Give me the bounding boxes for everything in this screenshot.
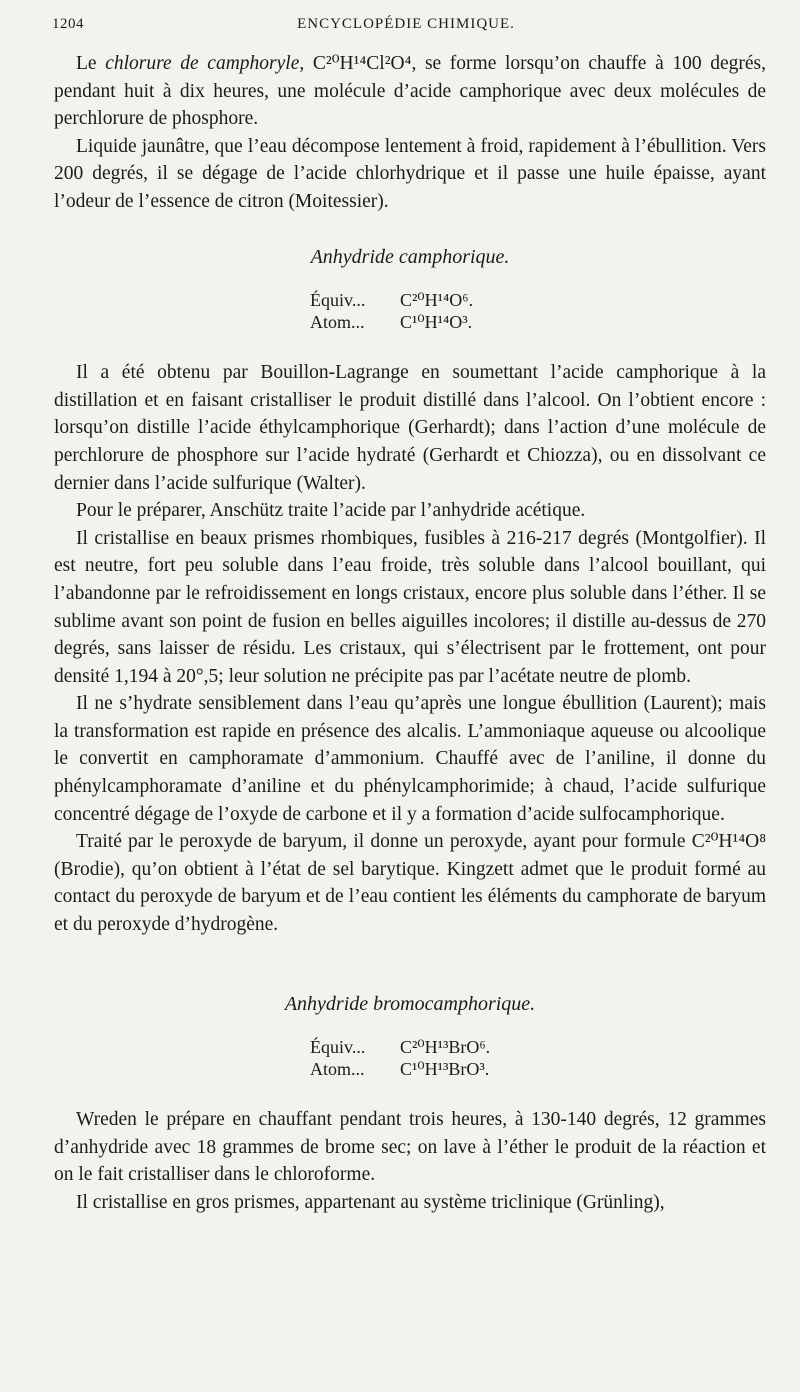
- paragraph: Il a été obtenu par Bouillon-Lagrange en soumettant l’acide camphorique à la distillation et en faisant cristalliser le produit distillé dans l’alcool. On l’obtient encore : lorsqu’on distille l’acide éthylcamphorique (Gerhardt); dans l’action d’une molécule de perchlorure de phosphore sur l’acide hydraté (Gerhardt et Chiozza), ou en dissolvant ce dernier dans l’acide sulfurique (Walter).: [54, 362, 766, 494]
- formula-row-atom: [54, 1058, 766, 1080]
- para1-post: , se forme lorsqu’on chauffe à 100 degrés, pendant huit à dix heures, une molécule d’acide camphorique avec deux molécules de perchlorure de phosphore.: [54, 53, 767, 130]
- formula-row-equiv: [54, 1036, 766, 1058]
- equiv-formula: C²⁰H¹⁴O⁶.: [400, 290, 474, 311]
- paragraph: Wreden le prépare en chauffant pendant trois heures, à 130-140 degrés, 12 grammes d’anhydride avec 18 grammes de brome sec; on lave à l’éther le produit de la réaction et on le fait cristalliser dans le chloroforme.: [54, 1109, 766, 1186]
- formula: C²⁰H¹⁴Cl²O⁴: [312, 53, 412, 74]
- atom-formula: C¹⁰H¹⁴O³.: [400, 312, 473, 333]
- formula-block: [54, 289, 766, 333]
- atom-formula: C¹⁰H¹³BrO³.: [400, 1059, 490, 1080]
- section-title: Anhydride bromocamphorique.: [284, 992, 536, 1015]
- atom-label: Atom...: [310, 1059, 365, 1080]
- compound-name: chlorure de camphoryle,: [105, 53, 305, 74]
- page-number: 1204: [52, 16, 84, 32]
- equiv-formula: C²⁰H¹³BrO⁶.: [400, 1037, 491, 1058]
- para1-pre: Le: [76, 53, 106, 74]
- page-body: [54, 50, 766, 1217]
- formula-block: [54, 1036, 766, 1080]
- paragraph: Il ne s’hydrate sensiblement dans l’eau qu’après une longue ébullition (Laurent); mais la transformation est rapide en présence des alcalis. L’ammoniaque aqueuse ou alcoolique le convertit en camphoramate d’ammonium. Chauffé avec de l’aniline, il donne du phénylcamphoramate d’aniline et du phénylcamphorimide; à chaud, l’acide sulfurique concentré dégage de l’oxyde de carbone et il y a formation d’acide sulfocamphorique.: [54, 693, 766, 825]
- paragraph: Il cristallise en gros prismes, appartenant au système triclinique (Grünling),: [76, 1192, 665, 1213]
- formula-row-atom: [54, 311, 766, 333]
- page-header: [52, 16, 760, 40]
- paragraph: Traité par le peroxyde de baryum, il donne un peroxyde, ayant pour formule C²⁰H¹⁴O⁸ (Brodie), qu’on obtient à l’état de sel barytique. Kingzett admet que le produit formé au contact du peroxyde de baryum et de l’eau contient les éléments du camphorate de baryum et du peroxyde d’hydrogène.: [54, 831, 766, 936]
- running-title: ENCYCLOPÉDIE CHIMIQUE.: [297, 16, 515, 32]
- atom-label: Atom...: [310, 312, 365, 333]
- equiv-label: Équiv...: [310, 1037, 366, 1058]
- section-title: Anhydride camphorique.: [310, 245, 510, 268]
- paragraph: Pour le préparer, Anschütz traite l’acide par l’anhydride acétique.: [76, 500, 586, 522]
- formula-row-equiv: [54, 289, 766, 311]
- paragraph: [54, 50, 766, 133]
- equiv-label: Équiv...: [310, 290, 366, 311]
- paragraph: Liquide jaunâtre, que l’eau décompose lentement à froid, rapidement à l’ébullition. Vers 200 degrés, il se dégage de l’acide chlorhydrique et il passe une huile épaisse, ayant l’odeur de l’essence de citron (Moitessier).: [54, 135, 766, 212]
- paragraph: Il cristallise en beaux prismes rhombiques, fusibles à 216-217 degrés (Montgolfier). Il est neutre, fort peu soluble dans l’eau froide, très soluble dans l’alcool bouillant, qui l’abandonne par le refroidissement en longs cristaux, encore plus soluble dans l’éther. Il se sublime avant son point de fusion en belles aiguilles incolores; il distille au-dessus de 270 degrés, sans laisser de résidu. Les cristaux, qui s’électrisent par le frottement, ont pour densité 1,194 à 20°,5; leur solution ne précipite pas par l’acétate neutre de plomb.: [54, 527, 766, 687]
